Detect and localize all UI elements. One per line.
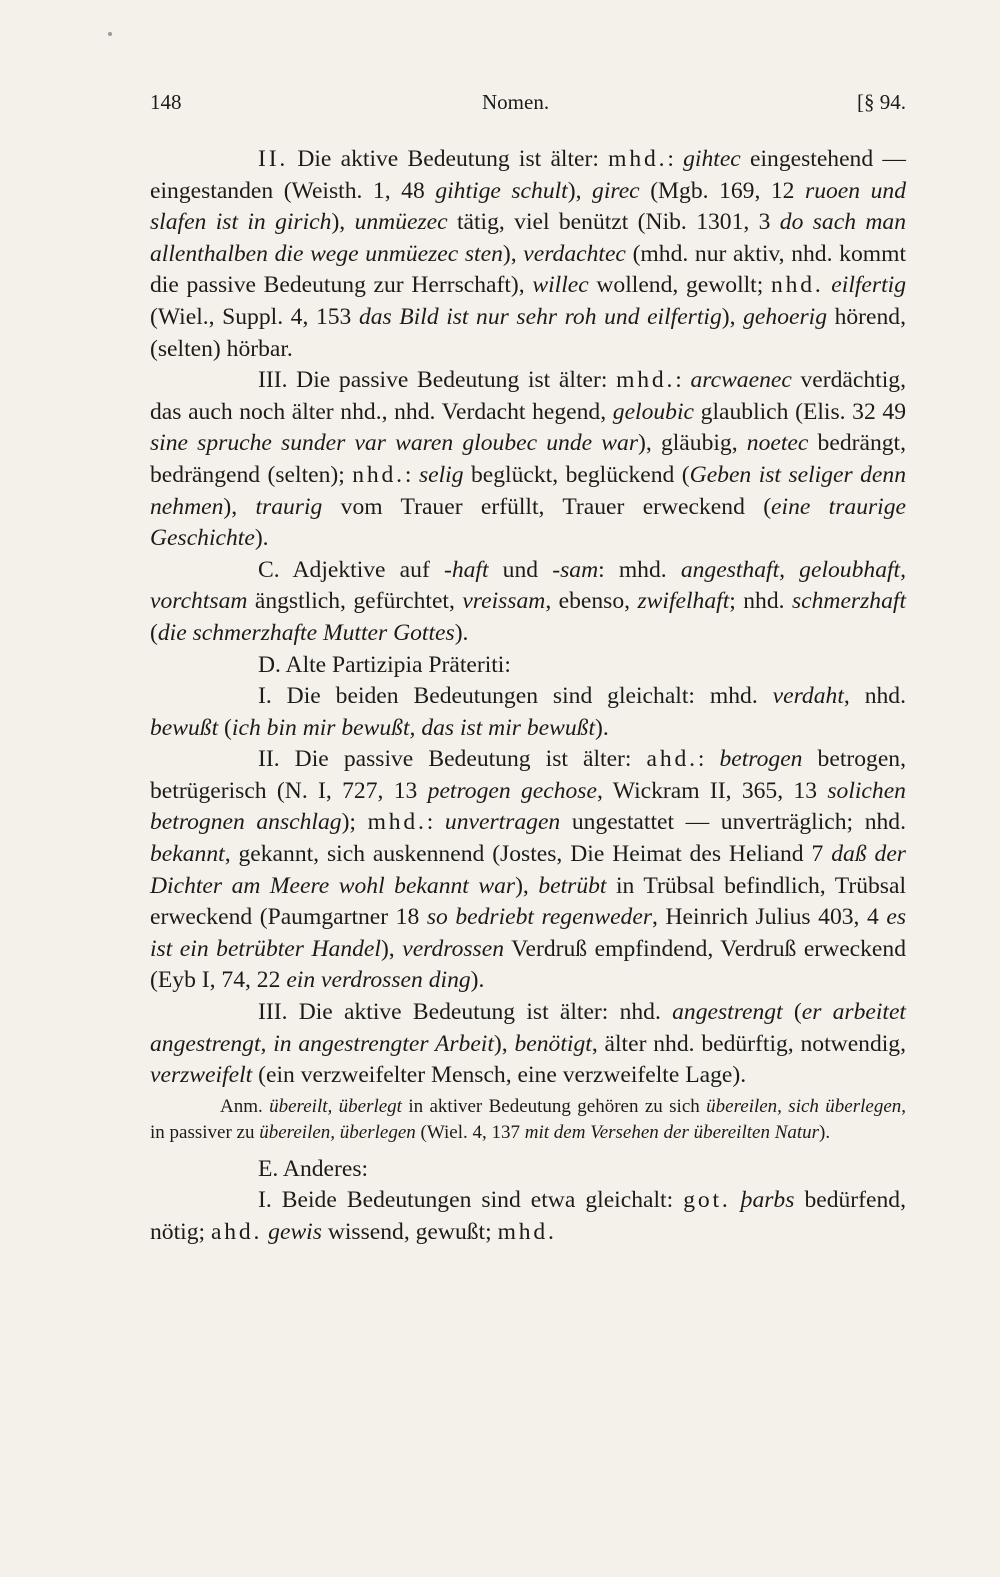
paragraph-e-other: E. Anderes: (258, 1155, 369, 1182)
paragraph-d-iii: III. Die aktive Bedeutung ist älter: nhd. angestrengt (er arbeitet angestrengt, in angestrengter Arbeit), benötigt, älter nhd. bedürftig, notwendig, verzweifelt (ein verzweifelter Mensch, eine verzweifelte Lage). (150, 999, 907, 1089)
page-body (150, 144, 906, 1249)
section-marker: [§ 94. (857, 90, 906, 114)
annotation-note: Anm. übereilt, überlegt in aktiver Bedeutung gehören zu sich übereilen, sich überlegen, in passiver zu übereilen, überlegen (Wiel. 4, 137 mit dem Versehen der übereilten Natur). (150, 1095, 907, 1143)
page-header (150, 90, 906, 122)
paragraph-iii-passive: III. Die passive Bedeutung ist älter: mhd.: arcwaenec verdächtig, das auch noch älter nhd., nhd. Verdacht hegend, geloubic glaublich (Elis. 32 49 sine spruche sunder var waren gloubec unde war), gläubig, noetec bedrängt, bedrängend (selten); nhd.: selig beglückt, beglückend (Geben ist seliger denn nehmen), traurig vom Trauer erfüllt, Trauer erweckend (eine traurige Geschichte). (150, 367, 907, 552)
paragraph-d-ii: II. Die passive Bedeutung ist älter: ahd.: betrogen betrogen, betrügerisch (N. I, 727, 13 petrogen gechose, Wickram II, 365, 13 solichen betrognen anschlag); mhd.: unvertragen ungestattet — unverträglich; nhd. bekannt, gekannt, sich auskennend (Jostes, Die Heimat des Heliand 7 daß der Dichter am Meere wohl bekannt war), betrübt in Trübsal befindlich, Trübsal erweckend (Paumgartner 18 so bedriebt regenweder, Heinrich Julius 403, 4 es ist ein betrübter Handel), verdrossen Verdruß empfindend, Verdruß erweckend (Eyb I, 74, 22 ein verdrossen ding). (150, 746, 907, 994)
paragraph-d-participles: D. Alte Partizipia Präteriti: (258, 651, 511, 678)
running-title: Nomen. (482, 90, 550, 114)
spacer (150, 1146, 906, 1154)
paragraph-c-adjectives: C. Adjektive auf -haft und -sam: mhd. angesthaft, geloubhaft, vorchtsam ängstlich, gefürchtet, vreissam, ebenso, zwifelhaft; nhd. schmerzhaft (die schmerzhafte Mutter Gottes). (150, 556, 907, 646)
paragraph-ii-active: II. Die aktive Bedeutung ist älter: mhd.: gihtec eingestehend —eingestanden (Weisth. 1, 48 gihtige schult), girec (Mgb. 169, 12 ruoen und slafen ist in girich), unmüezec tätig, viel benützt (Nib. 1301, 3 do sach man allenthalben die wege unmüezec sten), verdachtec (mhd. nur aktiv, nhd. kommt die passive Bedeutung zur Herrschaft), willec wollend, gewollt; nhd. eilfertig (Wiel., Suppl. 4, 153 das Bild ist nur sehr roh und eilfertig), gehoerig hörend, (selten) hörbar. (150, 146, 907, 362)
paragraph-d-i: I. Die beiden Bedeutungen sind gleichalt: mhd. verdaht, nhd. bewußt (ich bin mir bewußt, das ist mir bewußt). (150, 683, 906, 741)
paragraph-e-i: I. Beide Bedeutungen sind etwa gleichalt: got. þarbs bedürfend, nötig; ahd. gewis wissend, gewußt; mhd. (150, 1187, 906, 1245)
paper-speck (108, 32, 112, 36)
page-number: 148 (150, 90, 182, 114)
